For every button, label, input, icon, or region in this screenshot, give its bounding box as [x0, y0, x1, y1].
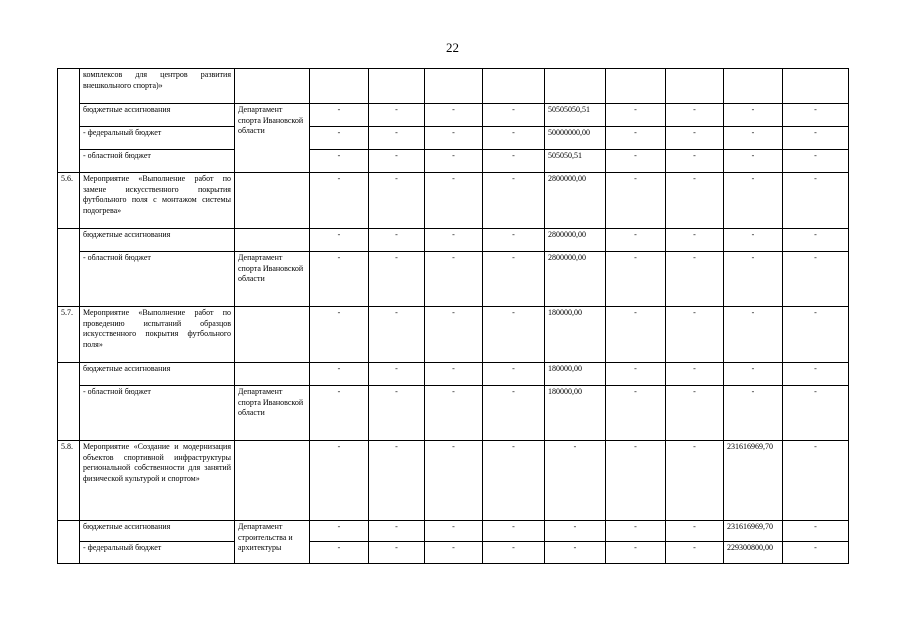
- dash-cell: -: [606, 104, 666, 127]
- dash-cell: -: [783, 441, 849, 521]
- dash-cell: -: [310, 104, 369, 127]
- dash-cell: -: [483, 150, 545, 173]
- dash-cell: -: [425, 150, 483, 173]
- amount-cell: 180000,00: [545, 386, 606, 441]
- description-cell: бюджетные ассигнования: [80, 521, 235, 542]
- item-number-cell: 5.6.: [58, 173, 80, 229]
- dash-cell: -: [783, 363, 849, 386]
- dash-cell: -: [783, 173, 849, 229]
- empty-cell: [58, 150, 80, 173]
- amount-cell: 2800000,00: [545, 173, 606, 229]
- empty-cell: [235, 307, 310, 363]
- description-cell: комплексов для центров развития внешкольного спорта)»: [80, 69, 235, 104]
- table-row: [58, 229, 849, 252]
- description-cell: бюджетные ассигнования: [80, 229, 235, 252]
- dash-cell: -: [783, 104, 849, 127]
- dash-cell: -: [425, 441, 483, 521]
- dash-cell: -: [606, 542, 666, 564]
- dash-cell: -: [724, 104, 783, 127]
- amount-cell: 231616969,70: [724, 521, 783, 542]
- budget-table: [57, 68, 849, 564]
- dash-cell: -: [310, 127, 369, 150]
- description-cell: бюджетные ассигнования: [80, 363, 235, 386]
- dash-cell: -: [545, 441, 606, 521]
- amount-cell: 231616969,70: [724, 441, 783, 521]
- table-row: [58, 386, 849, 441]
- description-cell: - областной бюджет: [80, 386, 235, 441]
- amount-cell: 505050,51: [545, 150, 606, 173]
- item-number-cell: 5.8.: [58, 441, 80, 521]
- dash-cell: -: [483, 386, 545, 441]
- dash-cell: -: [425, 252, 483, 307]
- dash-cell: -: [783, 307, 849, 363]
- dash-cell: -: [724, 386, 783, 441]
- dash-cell: -: [666, 104, 724, 127]
- dash-cell: -: [310, 307, 369, 363]
- dash-cell: -: [369, 542, 425, 564]
- description-cell: - федеральный бюджет: [80, 542, 235, 564]
- description-cell: - федеральный бюджет: [80, 127, 235, 150]
- dash-cell: -: [783, 521, 849, 542]
- dash-cell: -: [425, 173, 483, 229]
- table-row: [58, 69, 849, 104]
- item-number-cell: [58, 69, 80, 104]
- department-cell: Департамент строительства и архитектуры: [235, 521, 310, 564]
- empty-cell: [58, 542, 80, 564]
- dash-cell: -: [310, 229, 369, 252]
- dash-cell: -: [724, 307, 783, 363]
- dash-cell: -: [666, 229, 724, 252]
- dash-cell: -: [369, 104, 425, 127]
- table-row: [58, 173, 849, 229]
- dash-cell: -: [483, 521, 545, 542]
- dash-cell: -: [425, 386, 483, 441]
- empty-cell: [58, 104, 80, 127]
- table-row: [58, 252, 849, 307]
- description-cell: Мероприятие «Выполнение работ по замене искусственного покрытия футбольного поля с монтажом системы подогрева»: [80, 173, 235, 229]
- dash-cell: -: [369, 521, 425, 542]
- dash-cell: -: [606, 173, 666, 229]
- dash-cell: -: [606, 127, 666, 150]
- dash-cell: -: [483, 229, 545, 252]
- dash-cell: -: [369, 252, 425, 307]
- empty-cell: [235, 363, 310, 386]
- department-cell: Департамент спорта Ивановской области: [235, 104, 310, 173]
- dash-cell: -: [666, 173, 724, 229]
- dash-cell: -: [483, 252, 545, 307]
- dash-cell: -: [606, 441, 666, 521]
- dash-cell: -: [425, 521, 483, 542]
- dash-cell: -: [666, 363, 724, 386]
- dash-cell: -: [666, 252, 724, 307]
- dash-cell: -: [724, 363, 783, 386]
- dash-cell: -: [310, 150, 369, 173]
- empty-cell: [545, 69, 606, 104]
- dash-cell: -: [783, 252, 849, 307]
- dash-cell: -: [606, 150, 666, 173]
- description-cell: бюджетные ассигнования: [80, 104, 235, 127]
- empty-cell: [58, 521, 80, 542]
- empty-cell: [666, 69, 724, 104]
- department-cell: Департамент спорта Ивановской области: [235, 386, 310, 441]
- dash-cell: -: [369, 150, 425, 173]
- dash-cell: -: [724, 173, 783, 229]
- dash-cell: -: [369, 363, 425, 386]
- dash-cell: -: [724, 252, 783, 307]
- dash-cell: -: [369, 386, 425, 441]
- dash-cell: -: [369, 127, 425, 150]
- table-row: [58, 363, 849, 386]
- dash-cell: -: [310, 386, 369, 441]
- dash-cell: -: [310, 173, 369, 229]
- dash-cell: -: [369, 229, 425, 252]
- empty-cell: [58, 386, 80, 441]
- dash-cell: -: [483, 173, 545, 229]
- dash-cell: -: [724, 127, 783, 150]
- dash-cell: -: [666, 441, 724, 521]
- empty-cell: [235, 229, 310, 252]
- dash-cell: -: [606, 386, 666, 441]
- dash-cell: -: [724, 229, 783, 252]
- amount-cell: 50505050,51: [545, 104, 606, 127]
- dash-cell: -: [483, 363, 545, 386]
- amount-cell: 180000,00: [545, 363, 606, 386]
- description-cell: Мероприятие «Создание и модернизация объектов спортивной инфраструктуры региональной собственности для занятий физической культурой и спортом»: [80, 441, 235, 521]
- table-row: [58, 521, 849, 542]
- description-cell: Мероприятие «Выполнение работ по проведению испытаний образцов искусственного покрытия футбольного поля»: [80, 307, 235, 363]
- dash-cell: -: [483, 542, 545, 564]
- dash-cell: -: [310, 521, 369, 542]
- empty-cell: [235, 441, 310, 521]
- table-row: [58, 127, 849, 150]
- dash-cell: -: [606, 521, 666, 542]
- amount-cell: 229300800,00: [724, 542, 783, 564]
- amount-cell: 2800000,00: [545, 252, 606, 307]
- dash-cell: -: [783, 150, 849, 173]
- table-row: [58, 542, 849, 564]
- dash-cell: -: [310, 252, 369, 307]
- dash-cell: -: [666, 127, 724, 150]
- empty-cell: [783, 69, 849, 104]
- dash-cell: -: [666, 386, 724, 441]
- dash-cell: -: [545, 542, 606, 564]
- empty-cell: [606, 69, 666, 104]
- dash-cell: -: [606, 307, 666, 363]
- table-row: [58, 307, 849, 363]
- description-cell: - областной бюджет: [80, 252, 235, 307]
- dash-cell: -: [425, 229, 483, 252]
- dash-cell: -: [783, 542, 849, 564]
- dash-cell: -: [783, 386, 849, 441]
- empty-cell: [58, 229, 80, 252]
- dash-cell: -: [425, 542, 483, 564]
- dash-cell: -: [606, 229, 666, 252]
- empty-cell: [724, 69, 783, 104]
- dash-cell: -: [483, 441, 545, 521]
- department-cell: Департамент спорта Ивановской области: [235, 252, 310, 307]
- item-number-cell: 5.7.: [58, 307, 80, 363]
- dash-cell: -: [666, 542, 724, 564]
- dash-cell: -: [545, 521, 606, 542]
- department-cell: [235, 69, 310, 104]
- dash-cell: -: [724, 150, 783, 173]
- empty-cell: [483, 69, 545, 104]
- amount-cell: 2800000,00: [545, 229, 606, 252]
- empty-cell: [58, 363, 80, 386]
- dash-cell: -: [666, 521, 724, 542]
- dash-cell: -: [310, 542, 369, 564]
- dash-cell: -: [425, 307, 483, 363]
- table-row: [58, 150, 849, 173]
- dash-cell: -: [666, 150, 724, 173]
- empty-cell: [369, 69, 425, 104]
- dash-cell: -: [783, 229, 849, 252]
- table-row: [58, 104, 849, 127]
- description-cell: - областной бюджет: [80, 150, 235, 173]
- dash-cell: -: [666, 307, 724, 363]
- dash-cell: -: [369, 173, 425, 229]
- dash-cell: -: [310, 441, 369, 521]
- dash-cell: -: [369, 441, 425, 521]
- dash-cell: -: [483, 307, 545, 363]
- dash-cell: -: [425, 127, 483, 150]
- dash-cell: -: [783, 127, 849, 150]
- empty-cell: [425, 69, 483, 104]
- dash-cell: -: [425, 363, 483, 386]
- table-row: [58, 441, 849, 521]
- dash-cell: -: [483, 127, 545, 150]
- empty-cell: [235, 173, 310, 229]
- dash-cell: -: [310, 363, 369, 386]
- dash-cell: -: [369, 307, 425, 363]
- amount-cell: 50000000,00: [545, 127, 606, 150]
- empty-cell: [310, 69, 369, 104]
- dash-cell: -: [606, 252, 666, 307]
- dash-cell: -: [606, 363, 666, 386]
- empty-cell: [58, 127, 80, 150]
- empty-cell: [58, 252, 80, 307]
- page-number: 22: [446, 40, 459, 55]
- dash-cell: -: [425, 104, 483, 127]
- dash-cell: -: [483, 104, 545, 127]
- amount-cell: 180000,00: [545, 307, 606, 363]
